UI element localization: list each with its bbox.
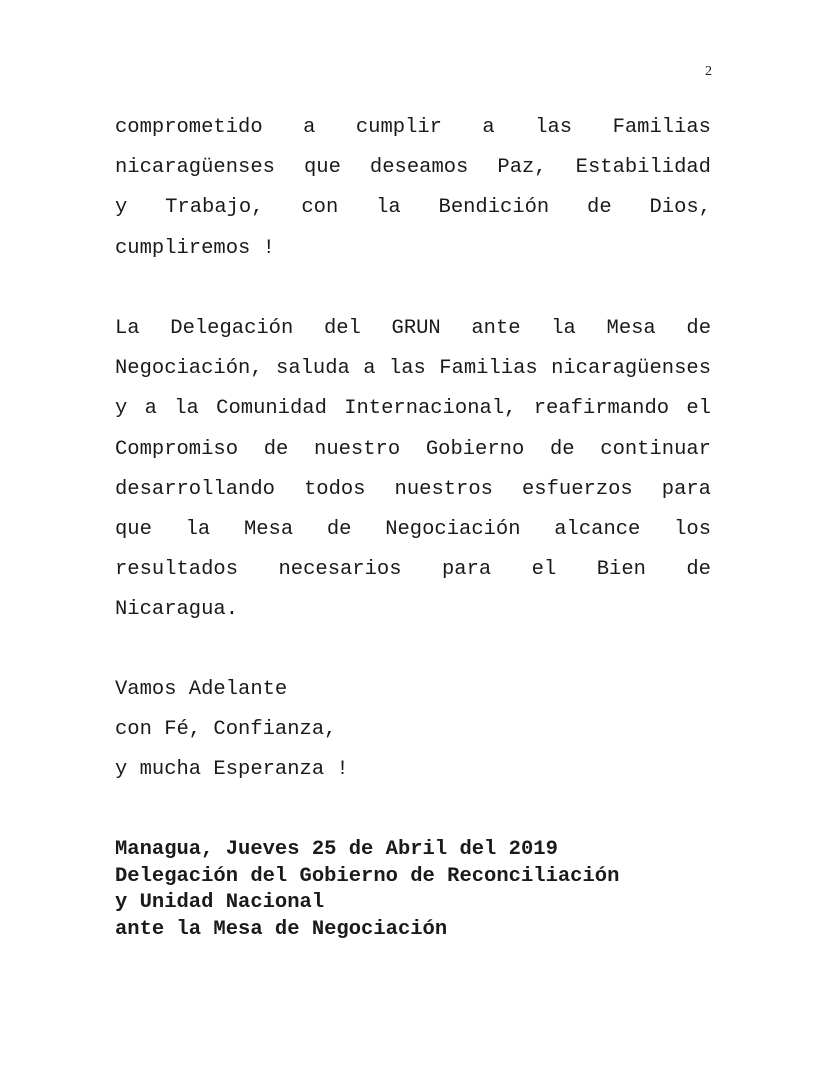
- text-line: resultados necesarios para el Bien de: [115, 558, 711, 582]
- text-line: que la Mesa de Negociación alcance los: [115, 517, 711, 541]
- text-line: La Delegación del GRUN ante la Mesa de: [115, 317, 711, 340]
- text-line: desarrollando todos nuestros esfuerzos para: [115, 477, 711, 501]
- text-line: Nicaragua.: [115, 598, 239, 622]
- signature-block: [115, 837, 735, 943]
- text-line: nicaragüenses que deseamos Paz, Estabilidad: [115, 156, 711, 180]
- text-line: Compromiso de nuestro Gobierno de continuar: [115, 437, 711, 461]
- text-line: comprometido a cumplir a las Familias: [115, 116, 711, 139]
- text-line: y a la Comunidad Internacional, reafirmando el: [115, 397, 711, 421]
- paragraph-commitment: [115, 108, 711, 269]
- text-line: Negociación, saluda a las Familias nicaragüenses: [115, 357, 711, 381]
- signature-line: ante la Mesa de Negociación: [115, 917, 448, 941]
- paragraph-delegation-greeting: [115, 309, 711, 631]
- text-line: Vamos Adelante: [115, 678, 288, 701]
- signature-line: Managua, Jueves 25 de Abril del 2019: [115, 838, 558, 861]
- signature-line: Delegación del Gobierno de Reconciliación: [115, 864, 620, 888]
- paragraph-closing: [115, 670, 711, 791]
- page-number: 2: [705, 64, 712, 79]
- text-line: cumpliremos !: [115, 236, 275, 260]
- text-line: y mucha Esperanza !: [115, 758, 349, 782]
- text-line: con Fé, Confianza,: [115, 718, 337, 742]
- text-line: y Trabajo, con la Bendición de Dios,: [115, 196, 711, 220]
- signature-line: y Unidad Nacional: [115, 891, 325, 914]
